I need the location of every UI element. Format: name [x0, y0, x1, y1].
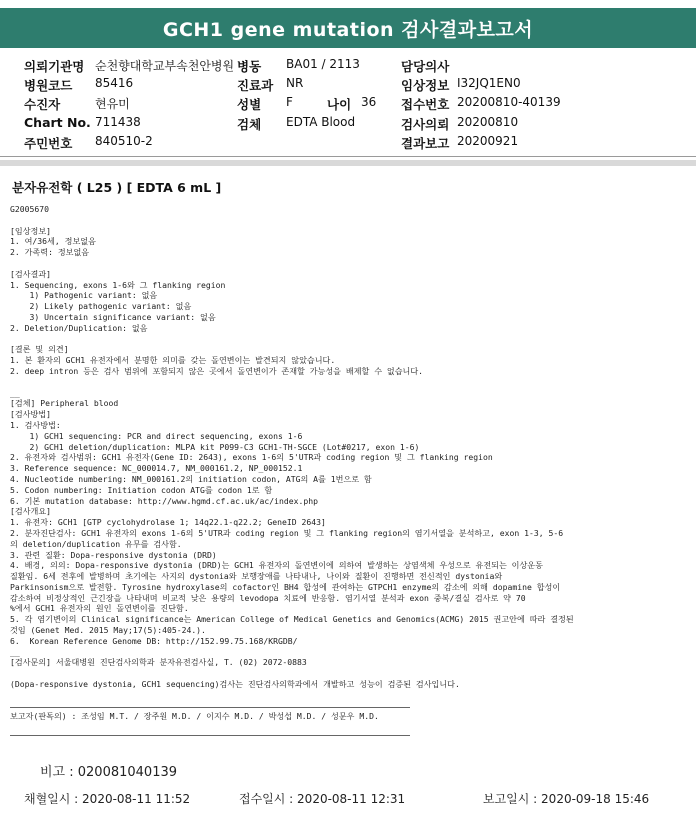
value-accession-number: 20200810-40139	[457, 95, 561, 109]
value-age: 36	[361, 95, 377, 109]
report-body	[10, 204, 690, 722]
value-specimen: EDTA Blood	[286, 115, 356, 129]
report-line: 5. 각 염기변이의 Clinical significance는 American College of Medical Genetics and Genomics(ACMG) 2015 권고안에 따라 결정된	[10, 614, 574, 625]
value-resident-number: 840510-2	[95, 134, 153, 148]
value-sex: F	[286, 95, 293, 109]
label-accession-number: 접수번호	[401, 97, 450, 112]
remarks-label: 비고 :	[40, 765, 78, 780]
label-physician: 담당의사	[401, 59, 450, 74]
value-report-date: 20200921	[457, 134, 519, 148]
value-requesting-institution: 순천향대학교부속천안병원	[95, 59, 235, 73]
report-line: 2. 가족력: 정보없음	[10, 247, 90, 258]
label-age: 나이	[327, 97, 352, 112]
report-line: 2. 분자진단검사: GCH1 유전자의 exons 1-6의 5'UTR과 coding region 및 그 flanking region의 염기서열을 분석하고, exon 1-3, 5-6	[10, 527, 564, 538]
report-line: 2. 유전자와 검사범위: GCH1 유전자(Gene ID: 2643), exons 1-6의 5'UTR과 coding region 및 그 flanking region	[10, 452, 493, 463]
report-line	[10, 690, 690, 701]
value-chart-no: 711438	[95, 115, 141, 129]
receipt-label: 접수일시 :	[239, 792, 298, 806]
report-line: 5. Codon numbering: Initiation codon ATG를 codon 1로 함	[10, 484, 273, 495]
report-line: 감소하여 비정상적인 근긴장을 나타내며 비교적 낮은 용량의 levodopa 치료에 반응함. 염기서열 분석과 exon 중복/결실 검사로 약 70	[10, 592, 526, 603]
report-datetime-value: 2020-09-18 15:46	[541, 792, 650, 806]
report-line: 6. Korean Reference Genome DB: http://152.99.75.168/KRGDB/	[10, 635, 298, 646]
report-line	[10, 334, 690, 345]
report-line: 2) GCH1 deletion/duplication: MLPA kit P099-C3 GCH1-TH-SGCE (Lot#0217, exon 1-6)	[10, 441, 420, 452]
label-department: 진료과	[237, 78, 274, 93]
report-line	[10, 668, 690, 679]
report-datetime	[483, 790, 649, 807]
value-ward: BA01 / 2113	[286, 57, 360, 71]
report-datetime-label: 보고일시 :	[483, 792, 542, 806]
report-line: (Dopa-responsive dystonia, GCH1 sequencing)검사는 진단검사의학과에서 개발하고 성능이 검증된 검사입니다.	[10, 679, 460, 690]
reporter-divider-bottom	[10, 735, 410, 736]
collection-label: 채혈일시 :	[24, 792, 83, 806]
report-line: [검사결과]	[10, 268, 52, 279]
label-requesting-institution: 의뢰기관명	[24, 59, 85, 74]
receipt-value: 2020-08-11 12:31	[297, 792, 406, 806]
report-line: __	[10, 646, 20, 657]
section-title: 분자유전학 ( L25 ) [ EDTA 6 mL ]	[12, 180, 222, 195]
report-line: 보고자(판독의) : 조성임 M.T. / 장주원 M.D. / 이지수 M.D. / 박성섭 M.D. / 성문우 M.D.	[10, 711, 379, 722]
report-line: 2. deep intron 등은 검사 범위에 포함되지 않은 곳에서 돌연변이가 존재할 가능성을 배제할 수 없습니다.	[10, 365, 424, 376]
label-resident-number: 주민번호	[24, 136, 73, 151]
label-clinical-info: 임상정보	[401, 78, 450, 93]
label-report-date: 결과보고	[401, 136, 450, 151]
collection-datetime	[24, 790, 190, 807]
value-department: NR	[286, 76, 304, 90]
report-line: 2) Likely pathogenic variant: 없음	[10, 301, 192, 312]
label-hospital-code: 병원코드	[24, 78, 73, 93]
report-line: Parkinsonism으로 발전함. Tyrosine hydroxylase의 cofactor인 BH4 합성에 관여하는 GTPCH1 enzyme의 감소에 의해 dopamine 합성이	[10, 581, 561, 592]
header-divider	[0, 156, 696, 157]
reporter-divider-top	[10, 707, 410, 708]
report-line: 1. 검사방법:	[10, 419, 61, 430]
report-line: 4. 배경, 의의: Dopa-responsive dystonia (DRD)는 GCH1 유전자의 돌연변이에 의하여 발생하는 상염색체 우성으로 유전되는 이상운동	[10, 560, 543, 571]
report-line: [검사문의] 서울대병원 진단검사의학과 분자유전검사실, T. (02) 2072-0883	[10, 657, 307, 668]
report-line: 6. 기본 mutation database: http://www.hgmd.cf.ac.uk/ac/index.php	[10, 495, 319, 506]
report-line: %에서 GCH1 유전자의 원인 돌연변이를 진단함.	[10, 603, 189, 614]
value-clinical-info: I32JQ1EN0	[457, 76, 521, 90]
report-line: [검사개요]	[10, 506, 52, 517]
value-request-date: 20200810	[457, 115, 519, 129]
value-patient: 현유미	[95, 97, 130, 111]
report-line: [검사방법]	[10, 409, 52, 420]
report-line: 질환임. 6세 전후에 발병하며 초기에는 사지의 dystonia와 보행장애를 나타내나, 나이와 질환이 진행하면 전신적인 dystonia와	[10, 571, 503, 582]
receipt-datetime	[239, 790, 405, 807]
label-request-date: 검사의뢰	[401, 117, 450, 132]
label-patient: 수진자	[24, 97, 61, 112]
report-line: 2. Deletion/Duplication: 없음	[10, 322, 148, 333]
value-hospital-code: 85416	[95, 76, 134, 90]
label-ward: 병동	[237, 59, 262, 74]
report-line: 4. Nucleotide numbering: NM_000161.2의 initiation codon, ATG의 A를 1번으로 함	[10, 473, 372, 484]
header-shade-band	[0, 160, 696, 166]
report-line: 3) Uncertain significance variant: 없음	[10, 311, 216, 322]
report-line: 3. 관련 질환: Dopa-responsive dystonia (DRD)	[10, 549, 217, 560]
report-line: [결론 및 의견]	[10, 344, 69, 355]
report-line: G2005670	[10, 204, 49, 214]
report-line: __	[10, 387, 20, 398]
report-line: 3. Reference sequence: NC_000014.7, NM_000161.2, NP_000152.1	[10, 463, 303, 474]
remarks	[40, 761, 177, 780]
report-line: 1. 유전자: GCH1 [GTP cyclohydrolase 1; 14q22.1-q22.2; GeneID 2643]	[10, 517, 326, 528]
report-line: [검체] Peripheral blood	[10, 398, 119, 409]
report-title: GCH1 gene mutation 검사결과보고서	[0, 8, 696, 48]
label-chart-no: Chart No.	[24, 115, 91, 130]
report-line: 것임 (Genet Med. 2015 May;17(5):405-24.).	[10, 625, 206, 636]
report-line: 1) Pathogenic variant: 없음	[10, 290, 158, 301]
report-line	[10, 215, 690, 226]
remarks-value: 020081040139	[77, 765, 178, 780]
label-specimen: 검체	[237, 117, 262, 132]
label-sex: 성별	[237, 97, 262, 112]
report-line: 의 deletion/duplication 유무를 검사함.	[10, 538, 182, 549]
report-line: 1. Sequencing, exons 1-6와 그 flanking region	[10, 279, 226, 290]
report-line: 1. 여/36세, 정보없음	[10, 236, 96, 247]
report-line	[10, 258, 690, 269]
report-line: [임상정보]	[10, 225, 52, 236]
report-line	[10, 377, 690, 388]
report-line: 1) GCH1 sequencing: PCR and direct sequencing, exons 1-6	[10, 430, 303, 441]
collection-value: 2020-08-11 11:52	[82, 792, 191, 806]
report-line: 1. 본 환자의 GCH1 유전자에서 분명한 의미를 갖는 돌연변이는 발견되지 않았습니다.	[10, 355, 336, 366]
